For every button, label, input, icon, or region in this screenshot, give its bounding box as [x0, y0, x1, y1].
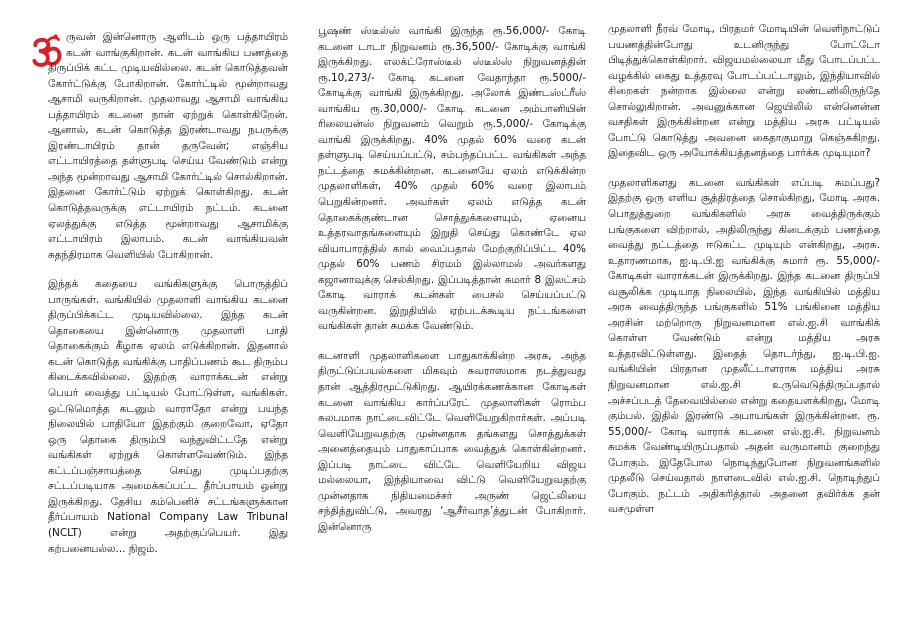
column-2: [318, 24, 586, 536]
column-1: [48, 30, 288, 557]
paragraph-text: ருவன் இன்னொரு ஆளிடம் ஒரு பத்தாயிரம் கடன் வாங்குகிறான். கடன் வாங்கிய பணத்தை திருப்பிக் கட்ட முடியவில்லை. கடன் கொடுத்தவன் கோர்ட்டுக்கு போகிறான். கோர்ட்டில் மூன்றாவது ஆசாமி வருகிறான். முதலாவது ஆசாமி வாங்கிய பத்தாயிரம் கடனை நான் ஏற்றுக் கொள்கிறேன். ஆனால், கடன் கொடுத்த இரண்டாவது நபருக்கு இரண்டாயிரம் தான் தருவேன்; எஞ்சிய எட்டாயிரத்தை தள்ளுபடி செய்ய வேண்டும் என்று அந்த மூன்றாவது ஆசாமி கோர்ட்டில் சொல்கிறான். இதனை கோர்ட்டும் ஏற்றுக் கொள்கிறது. கடன் கொடுத்தவருக்கு எட்டாயிரம் நட்டம். கடனை ஏலத்துக்கு எடுத்த மூன்றாவது ஆசாமிக்கு எட்டாயிரம் இலாபம். கடன் வாங்கியவன் சுதந்திரமாக வெளியில் போகிறான்.: [48, 31, 288, 261]
paragraph: [48, 30, 288, 263]
column-3: [608, 22, 880, 518]
paragraph: முதலாளிகளது கடனை வங்கிகள் எப்படி சுமப்பது? இதற்கு ஒரு எளிய சூத்திரத்தை சொல்கிறது, மோடி அரசு. பொதுத்துறை வங்கிகளில் அரசு வைத்திருக்கும் பங்குகளை விற்றால், அதிலிருந்து கிடைக்கும் பணத்தை வைத்து நட்டத்தை ஈடுகட்ட முடியும் என்கிறது, அரசு. உதாரணமாக, ஐ.டி.பி.ஐ வங்கிக்கு சுமார் ரூ. 55,000/- கோடிகள் வாராக்கடன் இருக்கிறது. இந்த கடனை திருப்பி வசூலிக்க முடியாத நிலையில், இந்த வங்கியில் மத்திய அரசு வைத்திருந்த பங்குகளில் 51% பங்கினை மத்திய அரசின் மற்றொரு நிறுவனமான எல்.ஐ.சி வாங்கிக் கொள்ள வேண்டும் என்று மத்திய அரசு உத்தரவிட்டுள்ளது. இதைத் தொடர்ந்து, ஐ.டி.பி.ஐ. வங்கியின் பிரதான முதலீட்டாளராக மத்திய அரசு நிறுவனமான எல்.ஐ.சி உருவெடுத்திருப்பதால் அச்சப்படத் தேவையில்லை என்று கதையளக்கிறது, மோடி கும்பல். இதில் இரண்டு அபாயங்கள் இருக்கின்றன. ரூ. 55,000/- கோடி வாராக் கடனை எல்.ஐ.சி. நிறுவனம் சுமக்க வேண்டியிருப்பதால் அதன் வருமானம் குறைந்து போகும். இதேபோல நொடிந்துபோன நிறுவனங்களில் முதலீடு செய்வதால் நாளடைவில் எல்.ஐ.சி. நொடிந்துப் போகும். நட்டம் அதிகரித்தால் அதனை தவிர்க்க தன் வசமுள்ள: [608, 176, 880, 516]
paragraph: கடனாளி முதலாளிகளை பாதுகாக்கின்ற அரசு, அந்த திருட்டுப்பயல்களை மிகவும் சுவராஸமாக நடத்துவது தான் ஆத்திரமூட்டுகிறது. ஆயிரக்கணக்கான கோடிகள் கடனை வாங்கிய கார்ப்பரேட் முதலாளிகள் ரொம்ப சுலபமாக நாட்டைவிட்டே வெளியேறுகிறார்கள். அப்படி வெளியேறுவதற்கு முன்னதாக தங்களது சொத்துக்கள் அனைத்தையும் பாதுகாப்பாக வைத்துக் கொள்கின்றனர். இப்படி நாட்டை விட்டே வெளியேறிய விஜய மல்லையா, இந்தியாவை விட்டு வெளியேறுவதற்கு முன்னதாக நிதியமைச்சர் அருண் ஜெட்லியை சந்தித்துவிட்டு, அவரது ‘ஆசீர்வாத’த்துடன் போகிறார். இன்னொரு: [318, 349, 586, 533]
paragraph: முதலாளி நீரவ் மோடி, பிரதமர் மோடியின் வெளிநாட்டுப் பயணத்தின்போது உடனிருந்து போட்டோ பிடித்துக்கொள்கிறார். விஜயமல்லையா மீது போடப்பட்ட வழக்கில் கைது உத்தரவு போடப்பட்டாலும், இந்தியாவில் சிறைகள் நன்றாக இல்லை என்று லண்டனிலிருந்தே சொல்லுகிறான். அவனுக்கான ஜெயிலில் என்னென்ன வசதிகள் இருக்கின்றன என்று மத்திய அரசு பட்டியல் போட்டு கொடுத்து அவனை கைதாகுமாறு கெஞ்சுகிறது. இதைவிட ஒரு அயோக்கியத்தனத்தை பார்க்க முடியுமா?: [608, 23, 880, 160]
paragraph: பூஷண் ஸ்டீல்ஸ் வாங்கி இருந்த ரூ.56,000/- கோடி கடனை டாடா நிறுவனம் ரூ.36,500/- கோடிக்கு வாங்கி இருக்கிறது. எலக்ட்ரோஸ்டீல் ஸ்டீல்ஸ் நிறுவனத்தின் ரூ.10,273/- கோடி கடனை வேதாந்தா ரூ.5000/- கோடிக்கு வாங்கி இருக்கிறது. அலோக் இண்டஸ்ட்ரீஸ் வாங்கிய ரூ.30,000/- கோடி கடனை அம்பானியின் ரிலையன்ஸ் நிறுவனம் வெறும் ரூ.5,000/- கோடிக்கு வாங்கி இருக்கிறது. 40% முதல் 60% வரை கடன் தள்ளுபடி செய்யப்பட்டு, சம்பந்தப்பட்ட வங்கிகள் அந்த நட்டத்தை சுமக்கின்றன. கடனையே ஏலம் எடுக்கின்ற முதலாளிகள், 40% முதல் 60% வரை இலாபம் பெறுகின்றனர். அவர்கள் ஏலம் எடுத்த கடன் தொகைக்குண்டான சொத்துக்களையும், ஏனைய உத்தரவாதங்களையும் இறுதி செய்து கொண்டே ஏல வியாபாரத்தில் கால் வைப்பதால் மேற்குறிப்பிட்ட 40% முதல் 60% பணம் சிரமம் இல்லாமல் அவர்களது கஜானாவுக்கு செல்கிறது. இப்படித்தான் சுமார் 8 இலட்சம் கோடி வாராக் கடன்கள் பைசல் செய்யப்பட்டு வருகின்றன. இறுதியில் ஏற்படக்கூடிய நட்டங்களை வங்கிகள் தான் சுமக்க வேண்டும்.: [318, 25, 586, 333]
paragraph: இந்தக் கதையை வங்கிகளுக்கு பொருத்திப் பாருங்கள். வங்கியில் முதலாளி வாங்கிய கடனை திருப்பிக்கட்ட முடியவில்லை. இந்த கடன் தொகையை இன்னொரு முதலாளி பாதி தொகைக்கும் கீழாக ஏலம் எடுக்கிறான். இதனால் கடன் கொடுத்த வங்கிக்கு பாதிப்பணம் கூட திரும்ப கிடைக்கவில்லை. இதற்கு வாராக்கடன் என்று பெயர் வைத்து பட்டியல் போட்டுள்ள, வங்கிகள். ஒட்டுமொத்த கடனும் வாராதோ என்று பயந்த நிலையில் பாதியோ இதற்கும் குறைவோ, ஏதோ ஒரு தொகை திரும்பி வந்துவிட்டதே என்று வங்கிகள் ஏற்றுக் கொள்ளவேண்டும். இந்த கட்டப்பஞ்சாயத்தை செய்து முடிப்பதற்கு சட்டப்படியாக அமைக்கப்பட்ட தீர்ப்பாயம் ஒன்று இருக்கிறது. தேசிய கம்பெனிச் சட்டங்களுக்கான தீர்ப்பாயம் National Company Law Tribunal (NCLT) என்று அதற்குப்பெயர். இது கற்பனையல்ல... நிஜம்.: [48, 278, 288, 555]
